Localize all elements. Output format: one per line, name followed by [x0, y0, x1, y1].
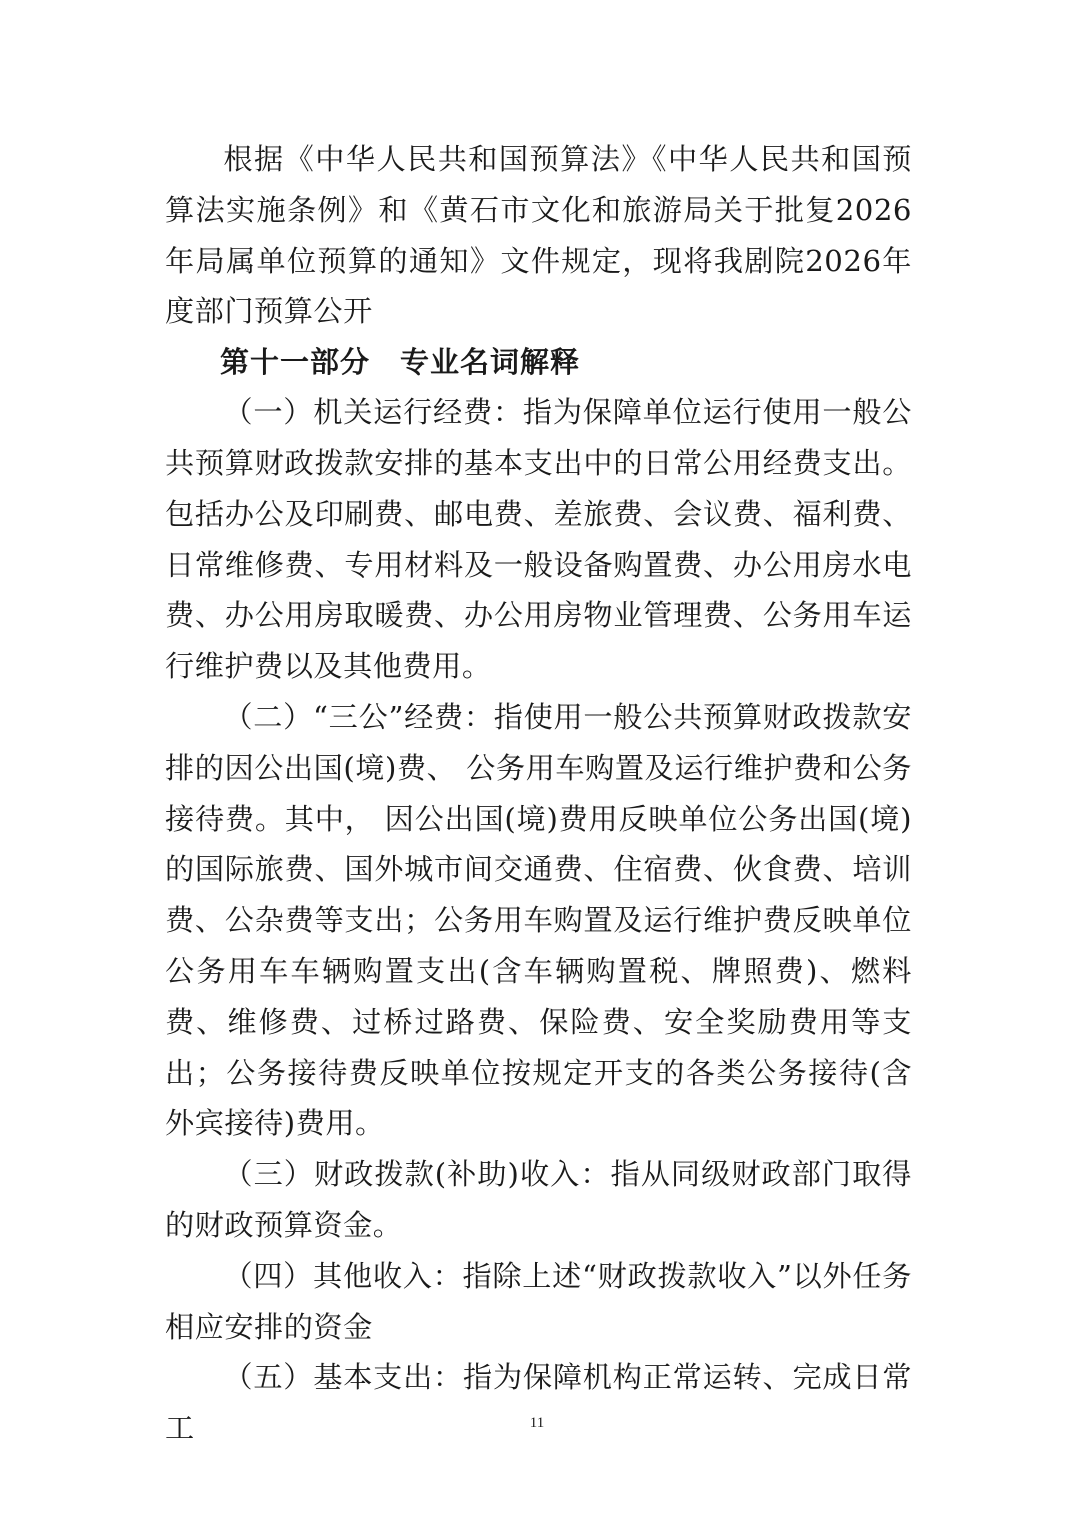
term-paragraph-operating-expenses: （一）机关运行经费：指为保障单位运行使用一般公共预算财政拨款安排的基本支出中的日常公用经费支出。包括办公及印刷费、邮电费、差旅费、会议费、福利费、日常维修费、专用材料及一般设备购置费、办公用房水电费、办公用房取暖费、办公用房物业管理费、公务用车运行维护费以及其他费用。 — [165, 395, 912, 684]
intro-paragraph: 根据《中华人民共和国预算法》《中华人民共和国预算法实施条例》和《黄石市文化和旅游局关于批复2026年局属单位预算的通知》文件规定，现将我剧院2026年度部门预算公开 — [165, 142, 912, 329]
term-paragraph-three-public-expenses: （二）“三公”经费：指使用一般公共预算财政拨款安排的因公出国(境)费、 公务用车购置及运行维护费和公务接待费。其中， 因公出国(境)费用反映单位公务出国(境)的国际旅费、国外城市间交通费、住宿费、伙食费、培训费、公杂费等支出；公务用车购置及运行维护费反映单位公务用车车辆购置支出(含车辆购置税、牌照费)、燃料费、维修费、过桥过路费、保险费、安全奖励费用等支出；公务接待费反映单位按规定开支的各类公务接待(含外宾接待)费用。 — [165, 699, 912, 1141]
section-heading: 第十一部分 专业名词解释 — [220, 345, 581, 380]
term-paragraph-basic-expenditure: （五）基本支出：指为保障机构正常运转、完成日常工 — [165, 1360, 912, 1446]
page-number: 11 — [529, 1415, 545, 1431]
term-paragraph-other-income: （四）其他收入：指除上述“财政拨款收入”以外任务相应安排的资金 — [165, 1258, 912, 1344]
term-paragraph-fiscal-allocation-income: （三）财政拨款(补助)收入：指从同级财政部门取得的财政预算资金。 — [165, 1157, 912, 1242]
document-body — [165, 134, 912, 1454]
